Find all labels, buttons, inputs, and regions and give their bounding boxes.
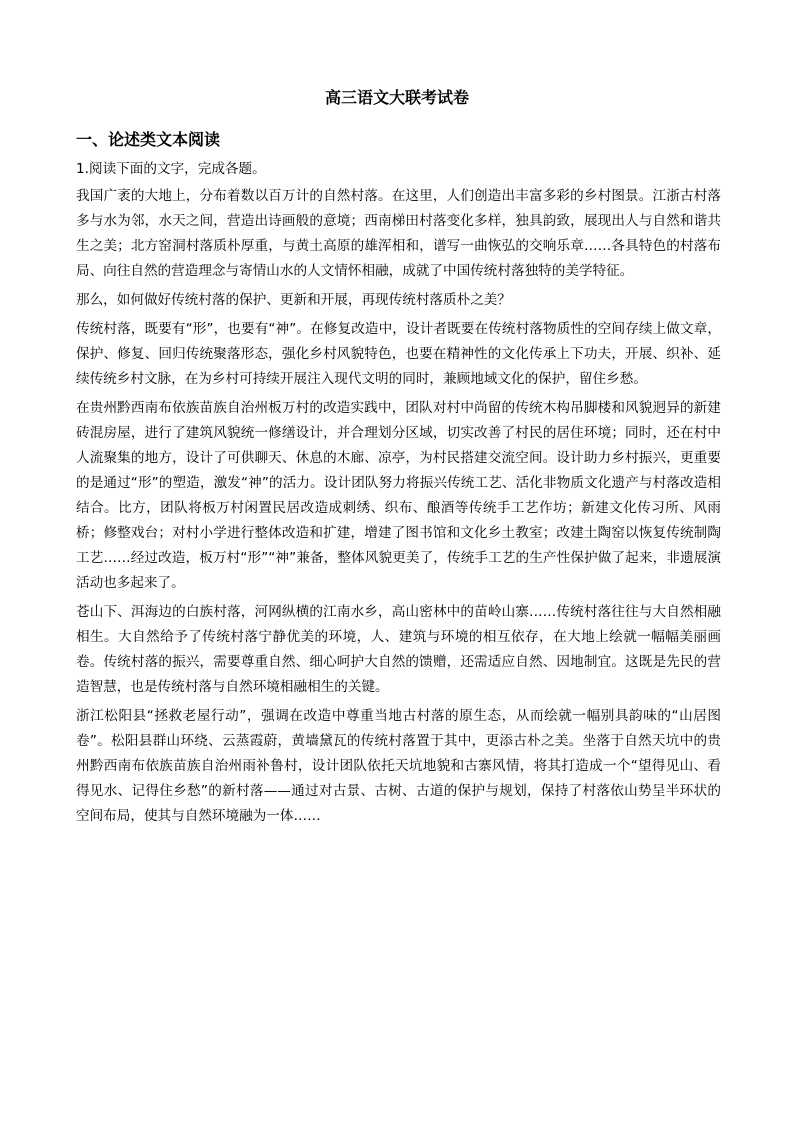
paragraph-2: 那么，如何做好传统村落的保护、更新和开展，再现传统村落质朴之美？ bbox=[76, 292, 511, 308]
section-heading: 一、论述类文本阅读 bbox=[76, 130, 221, 149]
paragraph-4: 在贵州黔西南布依族苗族自治州板万村的改造实践中，团队对村中尚留的传统木构吊脚楼和风貌迥异的新建砖混房屋，进行了建筑风貌统一修缮设计，并合理划分区域，切实改善了村民的居住环境；同时，还在村中人流聚集的地方，设计了可供聊天、休息的木廊、凉亭，为村民搭建交流空间。设计助力乡村振兴，更重要的是通过“形”的塑造，激发“神”的活力。设计团队努力将振兴传统工艺、活化非物质文化遗产与村落改造相结合。比方，团队将板万村闲置民居改造成刺绣、织布、酿酒等传统手工艺作坊；新建文化传习所、风雨桥；修整戏台；对村小学进行整体改造和扩建，增建了图书馆和文化乡土教室；改建土陶窑以恢复传统制陶工艺……经过改造，板万村“形”“神”兼备，整体风貌更美了，传统手工艺的生产性保护做了起来，非遗展演活动也多起来了。 bbox=[76, 400, 721, 591]
paragraph-1: 我国广袤的大地上，分布着数以百万计的自然村落。在这里，人们创造出丰富多彩的乡村图景。江浙古村落多与水为邻，水天之间，营造出诗画般的意境；西南梯田村落变化多样，独具韵致，展现出人与自然和谐共生之美；北方窑洞村落质朴厚重，与黄土高原的雄浑相和，谱写一曲恢弘的交响乐章……各具特色的村落布局、向往自然的营造理念与寄情山水的人文情怀相融，成就了中国传统村落独特的美学特征。 bbox=[76, 188, 721, 279]
document-body bbox=[76, 127, 721, 833]
paragraph-5: 苍山下、洱海边的白族村落，河网纵横的江南水乡，高山密林中的苗岭山寨……传统村落往往与大自然相融相生。大自然给予了传统村落宁静优美的环境，人、建筑与环境的相互依存，在大地上绘就一幅幅美丽画卷。传统村落的振兴，需要尊重自然、细心呵护大自然的馈赠，还需适应自然、因地制宜。这既是先民的营造智慧，也是传统村落与自然环境相融相生的关键。 bbox=[76, 604, 721, 695]
question-instruction: 1.阅读下面的文字，完成各题。 bbox=[76, 161, 266, 177]
paragraph-6: 浙江松阳县“拯救老屋行动”，强调在改造中尊重当地古村落的原生态，从而绘就一幅别具韵味的“山居图卷”。松阳县群山环绕、云蒸霞蔚，黄墙黛瓦的传统村落置于其中，更添古朴之美。坐落于自然天坑中的贵州黔西南布依族苗族自治州雨补鲁村，设计团队依托天坑地貌和古寨风情，将其打造成一个“望得见山、看得见水、记得住乡愁”的新村落——通过对古景、古树、古道的保护与规划，保持了村落依山势呈半环状的空间布局，使其与自然环境融为一体…… bbox=[76, 708, 721, 824]
paragraph-3: 传统村落，既要有“形”，也要有“神”。在修复改造中，设计者既要在传统村落物质性的空间存续上做文章，保护、修复、回归传统聚落形态，强化乡村风貌特色，也要在精神性的文化传承上下功夫，开展、织补、延续传统乡村文脉，在为乡村可持续开展注入现代文明的同时，兼顾地域文化的保护，留住乡愁。 bbox=[76, 321, 721, 387]
document-title: 高三语文大联考试卷 bbox=[324, 88, 469, 107]
